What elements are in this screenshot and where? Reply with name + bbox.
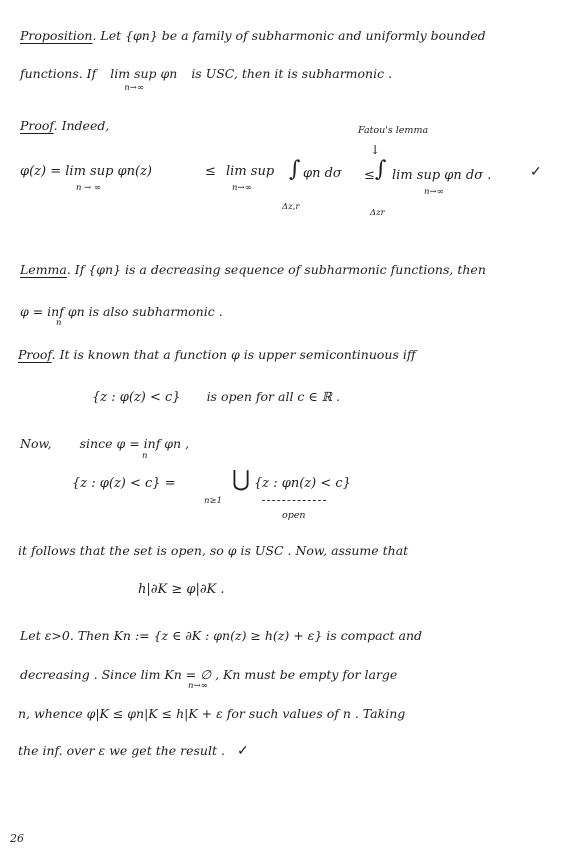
proof-1-text: . Indeed,: [53, 118, 110, 133]
set-equation-lhs: {z : φ(z) < c} =: [72, 476, 176, 491]
proof-1-rhs-sub: n→∞: [424, 187, 444, 197]
union-body: {z : φn(z) < c}: [254, 476, 351, 491]
paragraph-lim-sub: n→∞: [188, 681, 208, 691]
proposition-label: Proposition: [20, 28, 93, 43]
now-line: [20, 436, 189, 451]
proof-1-label: Proof: [20, 118, 54, 133]
check-mark-1: ✓: [530, 164, 542, 180]
proposition-text-2: functions. If: [20, 66, 97, 81]
proof-1-lhs: φ(z) = lim sup φn(z): [20, 164, 152, 179]
open-annotation: open: [282, 510, 306, 521]
lemma-inf-sub: n: [56, 318, 62, 328]
proof-1-lhs-sub: n → ∞: [76, 183, 102, 193]
proof-1-line: [20, 118, 109, 133]
integral-sign-1: ∫: [289, 157, 301, 182]
fatou-annotation: Fatou's lemma: [358, 125, 429, 136]
paragraph-text-4: the inf. over ε we get the result .: [18, 743, 225, 758]
page-number: 26: [10, 832, 24, 845]
proof-1-mid: lim sup: [226, 164, 275, 179]
delta-1: Δz,r: [282, 202, 300, 212]
lemma-line-2: φ = inf φn is also subharmonic .: [20, 304, 223, 319]
proposition-line-2: [20, 66, 393, 93]
lemma-label: Lemma: [20, 262, 67, 277]
integral-sign-2: ∫: [375, 157, 387, 182]
underbrace-line: [262, 500, 326, 501]
since-inf-sub: n: [142, 451, 148, 461]
proof-2-text-1: . It is known that a function φ is upper semicontinuous iff: [51, 347, 416, 362]
integrand-1: φn dσ: [303, 166, 342, 181]
proof-2-set-line: [92, 389, 340, 405]
proposition-text-3: is USC, then it is subharmonic .: [191, 66, 393, 81]
since-text: since φ = inf φn ,: [79, 436, 190, 451]
delta-2: Δzr: [370, 208, 385, 218]
proof-1-rhs: lim sup φn dσ .: [392, 168, 492, 183]
proof-1-le-1: ≤: [205, 164, 216, 179]
paragraph-line-3: n, whence φ|K ≤ φn|K ≤ h|K + ε for such values of n . Taking: [18, 706, 406, 721]
proof-1-mid-sub: n→∞: [232, 183, 252, 193]
paragraph-line-1: Let ε>0. Then Kn := {z ∈ ∂K : φn(z) ≥ h(z) + ε} is compact and: [20, 628, 423, 643]
proof-2-label: Proof: [18, 347, 52, 362]
paragraph-line-2: decreasing . Since lim Kn = ∅ , Kn must be empty for large: [20, 667, 398, 682]
usc-set: {z : φ(z) < c}: [92, 390, 181, 405]
check-mark-2: ✓: [236, 743, 249, 759]
limsup-subscript: n→∞: [124, 83, 144, 93]
assumption-line: h|∂K ≥ φ|∂K .: [138, 582, 225, 597]
paragraph-line-4: [18, 743, 249, 759]
proof-2-text-2: is open for all c ∈ ℝ .: [206, 389, 340, 404]
lemma-text-1: . If {φn} is a decreasing sequence of subharmonic functions, then: [66, 262, 486, 277]
now-label: Now,: [20, 436, 52, 451]
proposition-line-1: [20, 28, 486, 43]
fatou-arrow: ↓: [370, 142, 381, 157]
union-symbol: ⋃: [232, 467, 251, 492]
proof-2-line-1: [18, 347, 416, 362]
proof-1-le-2: ≤: [364, 168, 375, 183]
proposition-text-1: . Let {φn} be a family of subharmonic and uniformly bounded: [92, 28, 486, 43]
follows-line: it follows that the set is open, so φ is USC . Now, assume that: [18, 543, 409, 558]
limsup-text: lim sup φn: [110, 66, 178, 81]
limsup-expression: [110, 66, 178, 93]
union-subscript: n≥1: [204, 496, 223, 506]
lemma-line-1: [20, 262, 486, 277]
